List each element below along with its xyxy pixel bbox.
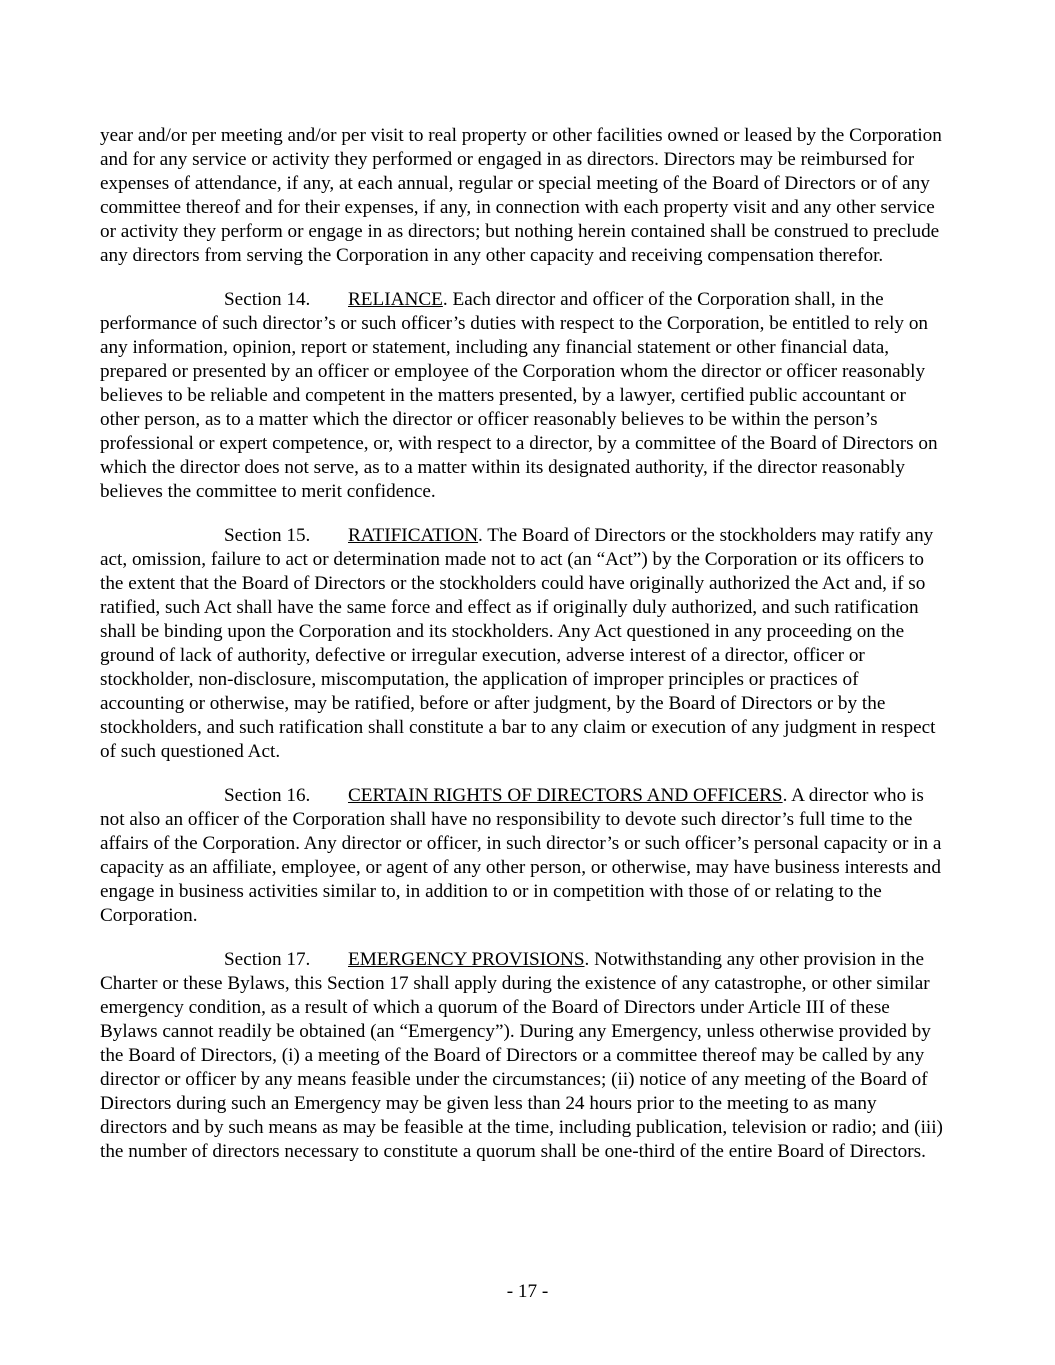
section-16-title: CERTAIN RIGHTS OF DIRECTORS AND OFFICERS bbox=[348, 785, 783, 806]
section-17-text: . Notwithstanding any other provision in the Charter or these Bylaws, this Section 17 shall apply during the existence of any catastrophe, or other similar emergency condition, as a result of which a quorum of the Board of Directors under Article III of these Bylaws cannot readily be obtained (an “Emergency”). During any Emergency, unless otherwise provided by the Board of Directors, (i) a meeting of the Board of Directors or a committee thereof may be called by any director or officer by any means feasible under the circumstances; (ii) notice of any meeting of the Board of Directors during such an Emergency may be given less than 24 hours prior to the meeting to as many directors and by such means as may be feasible at the time, including publication, television or radio; and (iii) the number of directors necessary to constitute a quorum shall be one-third of the entire Board of Directors. bbox=[100, 949, 943, 1162]
section-16-text: . A director who is not also an officer of the Corporation shall have no responsibility to devote such director’s full time to the affairs of the Corporation. Any director or officer, in such director’s or such officer’s personal capacity or in a capacity as an affiliate, employee, or agent of any other person, or otherwise, may have business interests and engage in business activities similar to, in addition to or in competition with those of or relating to the Corporation. bbox=[100, 785, 942, 926]
section-14-title: RELIANCE bbox=[348, 289, 443, 310]
section-14-paragraph bbox=[100, 288, 946, 504]
continuation-paragraph: year and/or per meeting and/or per visit to real property or other facilities owned or leased by the Corporation and for any service or activity they performed or engaged in as directors. Directors may be reimbursed for expenses of attendance, if any, at each annual, regular or special meeting of the Board of Directors or of any committee thereof and for their expenses, if any, in connection with each property visit and any other service or activity they perform or engage in as directors; but nothing herein contained shall be construed to preclude any directors from serving the Corporation in any other capacity and receiving compensation therefor. bbox=[100, 125, 942, 266]
section-17-paragraph bbox=[100, 948, 946, 1164]
section-16-number: Section 16. bbox=[224, 785, 311, 806]
section-17-number: Section 17. bbox=[224, 949, 311, 970]
section-15-paragraph bbox=[100, 524, 946, 764]
section-15-text: . The Board of Directors or the stockholders may ratify any act, omission, failure to act or determination made not to act (an “Act”) by the Corporation or its officers to the extent that the Board of Directors or the stockholders could have originally authorized the Act and, if so ratified, such Act shall have the same force and effect as if originally duly authorized, and such ratification shall be binding upon the Corporation and its stockholders. Any Act questioned in any proceeding on the ground of lack of authority, defective or irregular execution, adverse interest of a director, officer or stockholder, non-disclosure, miscomputation, the application of improper principles or practices of accounting or otherwise, may be ratified, before or after judgment, by the Board of Directors or by the stockholders, and such ratification shall constitute a bar to any claim or execution of any judgment in respect of such questioned Act. bbox=[100, 525, 936, 762]
section-16-paragraph bbox=[100, 784, 946, 928]
section-15-number: Section 15. bbox=[224, 525, 311, 546]
page-number: - 17 - bbox=[506, 1281, 549, 1302]
section-14-number: Section 14. bbox=[224, 289, 311, 310]
section-15-title: RATIFICATION bbox=[348, 525, 479, 546]
section-17-title: EMERGENCY PROVISIONS bbox=[348, 949, 585, 970]
document-body bbox=[100, 124, 946, 1184]
section-14-text: . Each director and officer of the Corporation shall, in the performance of such director’s or such officer’s duties with respect to the Corporation, be entitled to rely on any information, opinion, report or statement, including any financial statement or other financial data, prepared or presented by an officer or employee of the Corporation whom the director or officer reasonably believes to be reliable and competent in the matters presented, by a lawyer, certified public accountant or other person, as to a matter which the director or officer reasonably believes to be within the person’s professional or expert competence, or, with respect to a director, by a committee of the Board of Directors on which the director does not serve, as to a matter within its designated authority, if the director reasonably believes the committee to merit confidence. bbox=[100, 289, 938, 502]
